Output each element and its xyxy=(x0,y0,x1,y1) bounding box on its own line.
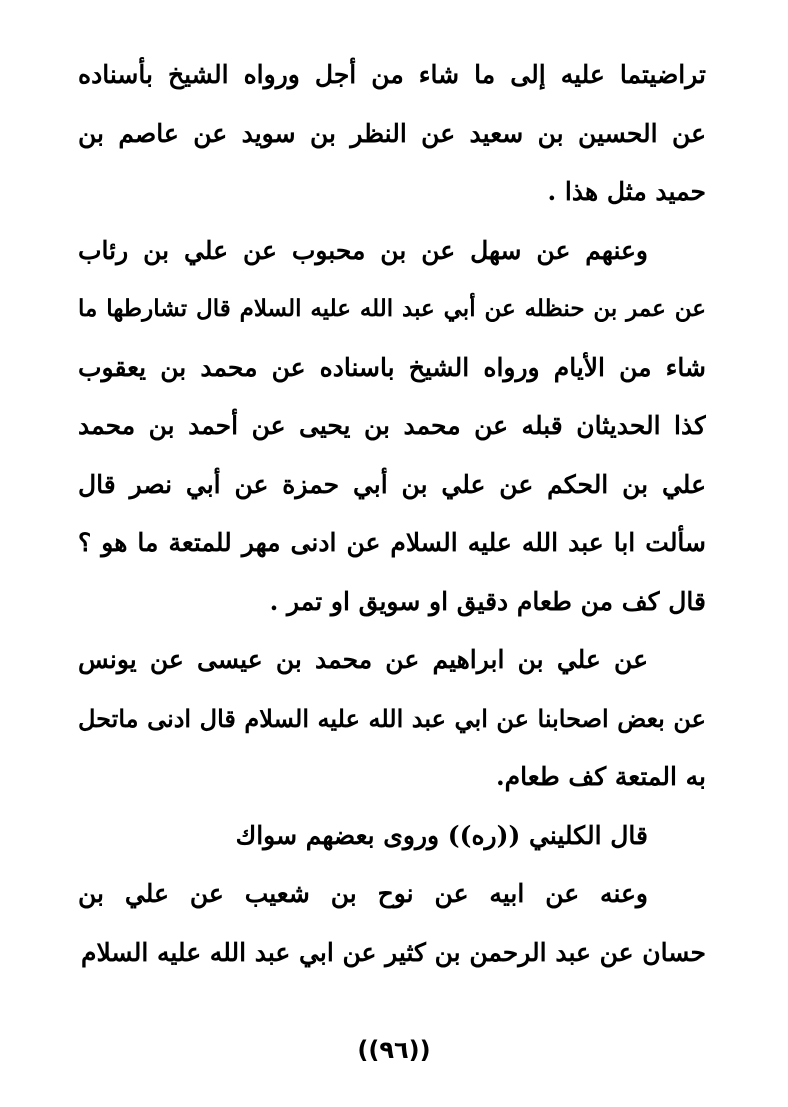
text-line-13: به المتعة كف طعام. xyxy=(495,762,706,791)
text-line-5: عن عمر بن حنظله عن أبي عبد الله عليه السلام قال تشارطها ما xyxy=(78,295,706,322)
text-line-2: عن الحسين بن سعيد عن النظر بن سويد عن عاصم بن xyxy=(78,118,706,148)
text-line-12: عن بعض اصحابنا عن ابي عبد الله عليه السلام قال ادنى ماتحل xyxy=(78,703,706,733)
text-line-11: عن علي بن ابراهيم عن محمد بن عيسى عن يونس xyxy=(78,645,648,674)
text-line-1: تراضيتما عليه إلى ما شاء من أجل ورواه الشيخ بأسناده xyxy=(78,60,706,89)
text-line-4: وعنهم عن سهل عن بن محبوب عن علي بن رئاب xyxy=(78,235,648,265)
text-line-15: وعنه عن ابيه عن نوح بن شعيب عن علي بن xyxy=(78,879,648,908)
text-line-16: حسان عن عبد الرحمن بن كثير عن ابي عبد الله عليه السلام xyxy=(81,937,706,967)
text-line-14: قال الكليني ((ره)) وروى بعضهم سواك xyxy=(235,820,648,850)
text-line-9: سألت ابا عبد الله عليه السلام عن ادنى مهر للمتعة ما هو ؟ xyxy=(78,528,706,557)
text-line-3: حميد مثل هذا . xyxy=(547,177,706,206)
text-line-6: شاء من الأيام ورواه الشيخ باسناده عن محمد بن يعقوب xyxy=(78,352,706,382)
text-line-7: كذا الحديثان قبله عن محمد بن يحيى عن أحمد بن محمد xyxy=(78,411,706,440)
page-number: ((٩٦)) xyxy=(357,1036,431,1064)
text-line-8: علي بن الحكم عن علي بن أبي حمزة عن أبي نصر قال xyxy=(78,469,706,499)
text-line-10: قال كف من طعام دقيق او سويق او تمر . xyxy=(269,586,706,616)
body-text xyxy=(78,46,706,982)
